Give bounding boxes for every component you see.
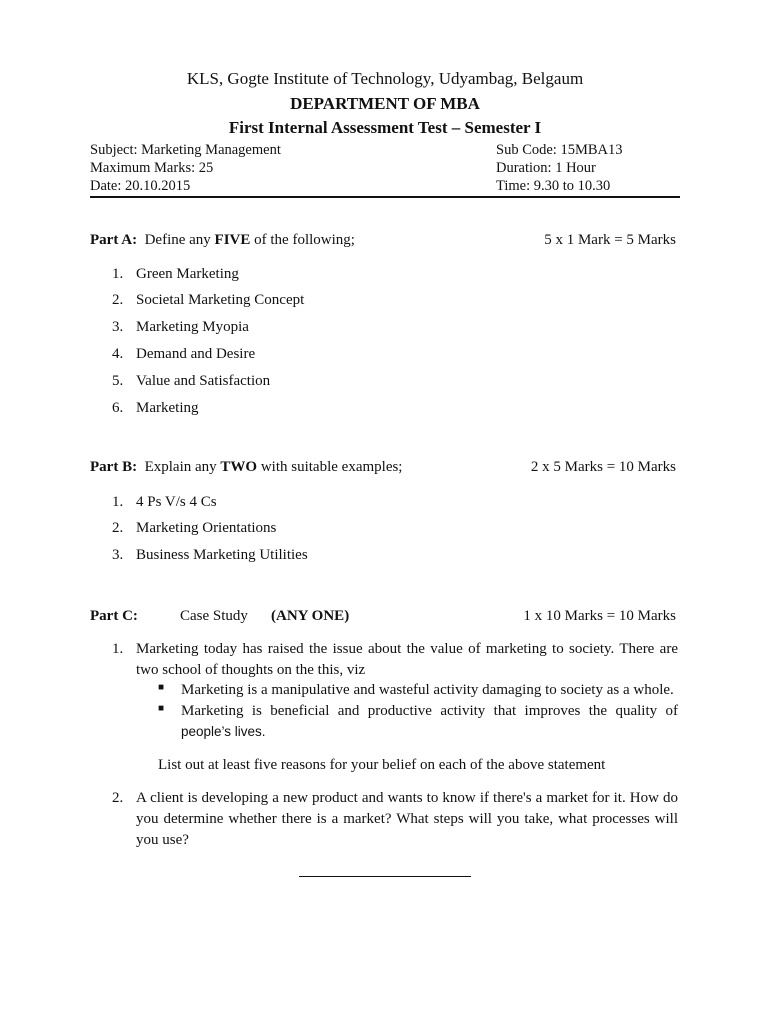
exam-time: Time: 9.30 to 10.30 — [496, 178, 611, 194]
item-number: 4. — [112, 346, 124, 362]
sub-code: Sub Code: 15MBA13 — [496, 142, 623, 158]
part-b-heading — [90, 459, 402, 476]
item-text: Business Marketing Utilities — [136, 547, 308, 563]
item-number: 3. — [112, 547, 124, 563]
list-item — [112, 400, 198, 417]
item-number: 1. — [112, 266, 124, 282]
end-line — [299, 876, 471, 877]
list-item — [112, 547, 308, 564]
list-item — [112, 373, 270, 390]
part-b-marks: 2 x 5 Marks = 10 Marks — [530, 459, 676, 475]
list-item — [112, 494, 217, 511]
list-item — [112, 266, 239, 283]
question-1-text: Marketing today has raised the issue about the value of marketing to society. There are two school of thoughts on the this, viz — [136, 641, 678, 678]
item-text: Green Marketing — [136, 266, 239, 282]
part-c-label: Part C: — [90, 608, 138, 624]
item-number: 5. — [112, 373, 124, 389]
list-item — [112, 292, 304, 309]
list-item — [112, 319, 249, 336]
question-2-text: A client is developing a new product and wants to know if there's a market for it. How do you determine whether there is a market? What steps will you take, what processes will you use? — [136, 790, 678, 848]
bullet-2-text: Marketing is beneficial and productive activity that improves the quality of — [181, 703, 678, 719]
part-a-instr-pre: Define any — [144, 232, 211, 248]
part-a-label: Part A: — [90, 232, 138, 248]
item-number: 2. — [112, 292, 124, 308]
part-a-instr-post: of the following; — [254, 232, 355, 248]
item-number: 1. — [112, 494, 124, 510]
duration: Duration: 1 Hour — [496, 160, 596, 176]
part-b-instr-pre: Explain any — [144, 459, 217, 475]
item-text: Marketing Orientations — [136, 520, 277, 536]
bullet-icon: ■ — [158, 682, 165, 693]
item-text: Societal Marketing Concept — [136, 292, 305, 308]
item-text: Demand and Desire — [136, 346, 256, 362]
item-text: Marketing — [136, 400, 199, 416]
institute-name: KLS, Gogte Institute of Technology, Udyambag, Belgaum — [186, 69, 584, 88]
question-1-instruction: List out at least five reasons for your belief on each of the above statement — [158, 757, 606, 773]
item-number: 3. — [112, 319, 124, 335]
part-a-heading — [90, 232, 355, 249]
part-b-instr-bold: TWO — [220, 459, 258, 475]
test-title: First Internal Assessment Test – Semester I — [228, 118, 542, 137]
bullet-icon: ■ — [158, 703, 165, 714]
case-study-label: Case Study — [180, 608, 248, 624]
item-number: 6. — [112, 400, 124, 416]
bullet-2-continuation: people’s lives. — [181, 724, 266, 739]
any-one-label: (ANY ONE) — [271, 608, 350, 624]
exam-date: Date: 20.10.2015 — [90, 178, 191, 194]
question-1-number: 1. — [112, 641, 124, 657]
subject: Subject: Marketing Management — [90, 142, 281, 158]
item-number: 2. — [112, 520, 124, 536]
item-text: Marketing Myopia — [136, 319, 249, 335]
part-a-instr-bold: FIVE — [214, 232, 251, 248]
part-b-label: Part B: — [90, 459, 138, 475]
department-title: DEPARTMENT OF MBA — [290, 94, 480, 113]
header-divider — [90, 196, 680, 198]
item-text: 4 Ps V/s 4 Cs — [136, 494, 217, 510]
part-b-instr-post: with suitable examples; — [260, 459, 403, 475]
list-item — [112, 346, 255, 363]
bullet-1-text: Marketing is a manipulative and wasteful activity damaging to society as a whole. — [181, 682, 674, 698]
item-text: Value and Satisfaction — [136, 373, 271, 389]
part-a-marks: 5 x 1 Mark = 5 Marks — [544, 232, 676, 248]
part-c-marks: 1 x 10 Marks = 10 Marks — [523, 608, 676, 624]
list-item — [112, 520, 276, 537]
question-2-number: 2. — [112, 790, 124, 806]
max-marks: Maximum Marks: 25 — [90, 160, 214, 176]
